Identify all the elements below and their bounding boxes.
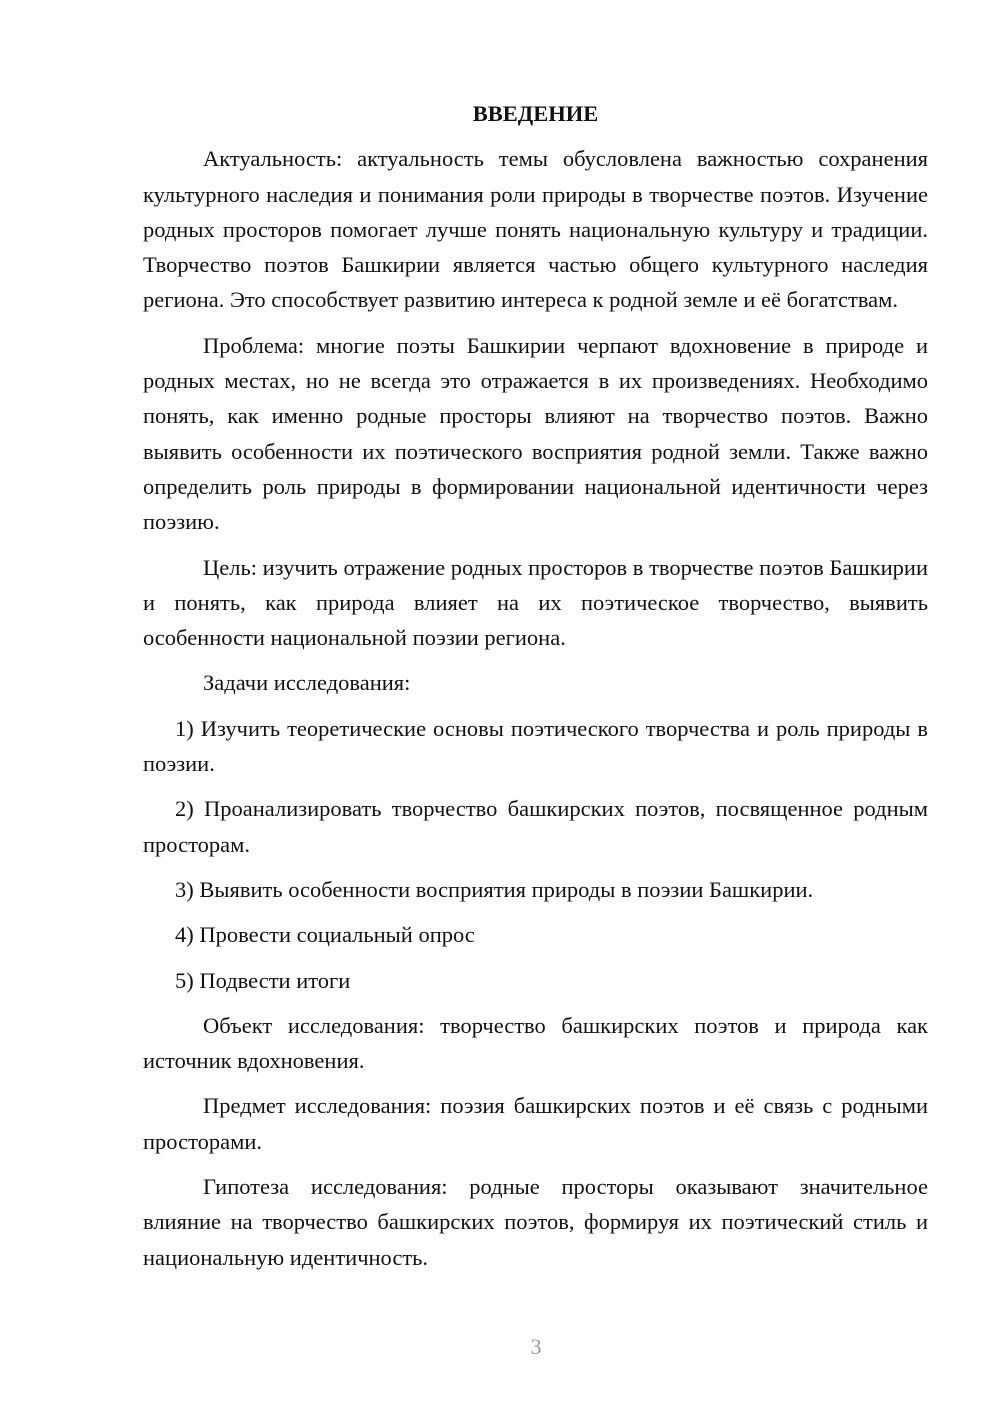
document-body bbox=[143, 96, 928, 1285]
paragraph-goal: Цель: изучить отражение родных просторов в творчестве поэтов Башкирии и понять, как природа влияет на их поэтическое творчество, выявить особенности национальной поэзии региона. bbox=[143, 554, 928, 651]
page-number: 3 bbox=[530, 1334, 542, 1359]
document-title: ВВЕДЕНИЕ bbox=[472, 101, 599, 126]
paragraph-hypothesis: Гипотеза исследования: родные просторы оказывают значительное влияние на творчество башкирских поэтов, формируя их поэтический стиль и национальную идентичность. bbox=[143, 1174, 928, 1270]
paragraph-problem: Проблема: многие поэты Башкирии черпают вдохновение в природе и родных местах, но не всегда это отражается в их произведениях. Необходимо понять, как именно родные просторы влияют на творчество поэтов. Важно выявить особенности их поэтического восприятия родной земли. Также важно определить роль природы в формировании национальной идентичности через поэзию. bbox=[143, 332, 928, 535]
paragraph-tasks-heading: Задачи исследования: bbox=[203, 670, 411, 696]
paragraph-subject: Предмет исследования: поэзия башкирских поэтов и её связь с родными просторами. bbox=[143, 1093, 928, 1154]
paragraph-object: Объект исследования: творчество башкирских поэтов и природа как источник вдохновения. bbox=[143, 1012, 928, 1074]
paragraph-relevance: Актуальность: актуальность темы обусловлена важностью сохранения культурного наследия и понимания роли природы в творчестве поэтов. Изучение родных просторов помогает лучше понять национальную культуру и традиции. Творчество поэтов Башкирии является частью общего культурного наследия региона. Это способствует развитию интереса к родной земле и её богатствам. bbox=[143, 146, 928, 313]
task-item-4: 4) Провести социальный опрос bbox=[175, 922, 475, 948]
task-item-5: 5) Подвести итоги bbox=[175, 967, 351, 993]
task-item-1: 1) Изучить теоретические основы поэтического творчества и роль природы в поэзии. bbox=[143, 715, 928, 777]
task-item-2: 2) Проанализировать творчество башкирских поэтов, посвященное родным просторам. bbox=[143, 796, 928, 857]
task-item-3: 3) Выявить особенности восприятия природы в поэзии Башкирии. bbox=[175, 876, 814, 902]
